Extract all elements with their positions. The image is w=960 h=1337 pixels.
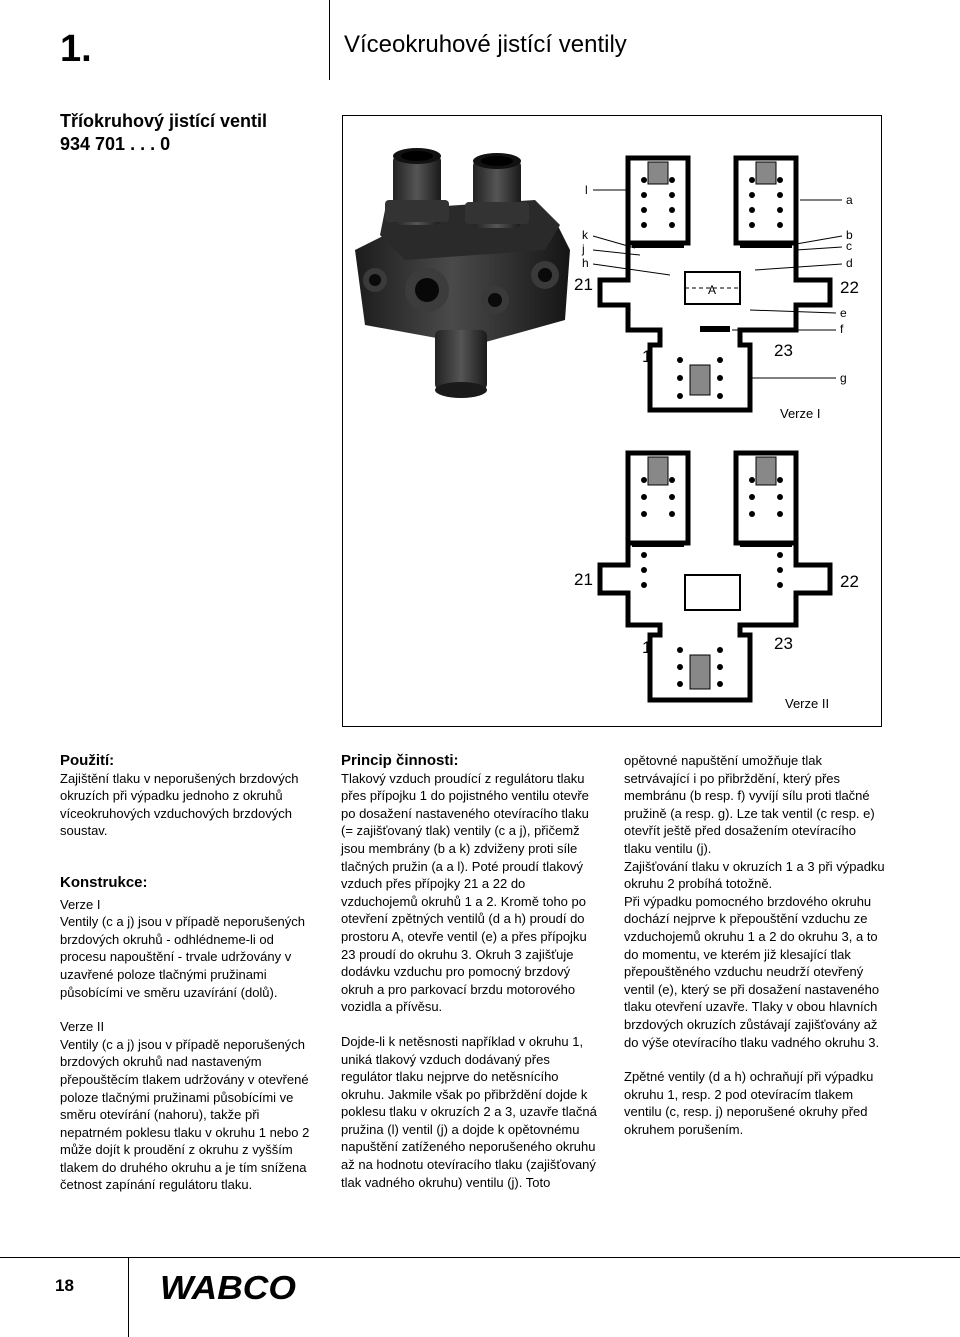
version-1-text: Ventily (c a j) jsou v případě neporušených brzdových okruhů - odhlédneme-li od procesu napouštění - trvale udržovány v uzavřené poloze tlačnými pružinami působícími ve směru uzavírání (dolů). [60,914,305,1000]
usage-heading: Použití: [60,752,115,769]
callout-e: e [840,306,847,320]
column-3-text-2: Zajišťování tlaku v okruzích 1 a 3 při výpadku okruhu 2 probíhá totožně. [624,858,885,892]
product-title [60,110,267,156]
port-21-label: 21 [574,275,593,294]
version-2-label: Verze II [60,1019,105,1035]
version-1-label: Verze I [60,896,101,912]
callout-g: g [840,371,847,385]
wabco-logo [160,1272,300,1304]
port-1-label: 1 [642,347,652,366]
callout-h: h [582,256,589,270]
column-3 [624,752,886,1138]
port-22-label-v2: 22 [840,572,859,591]
port-21-label-v2: 21 [574,570,593,589]
chamber-a-label: A [708,283,717,297]
port-1-label-v2: 1 [642,638,652,657]
construction-heading: Konstrukce: [60,873,148,891]
column-3-text-4: Zpětné ventily (d a h) ochraňují při výpadku okruhu 1, resp. 2 pod otevíracím tlakem ventilu (c, resp. j) neporušené okruhy před okruhem porušením. [624,1069,874,1137]
footer-rule [0,1257,960,1258]
principle-text-2: Dojde-li k netěsnosti například v okruhu 1, uniká tlakový vzduch dodávaný přes regulátor tlaku nejprve do netěsnícího okruhu. Jakmile však po přibrždění dojde k poklesu tlaku v okruzích 2 a 3, uzavře tlačná pružina (l) ventil (j) a dojde k opětovnému napuštění zatíženého neporušeného okruhu až na hodnotu otevíracího tlaku (zajišťovaný tlak vadného okruhu) ventilu (j). Toto [341,1033,597,1190]
schematic-version-2 [560,445,880,715]
wabco-logo-text: WABCO [160,1272,297,1304]
callout-a: a [846,193,853,207]
column-2 [341,752,603,1191]
principle-text-1: Tlakový vzduch proudící z regulátoru tlaku přes přípojku 1 do pojistného ventilu otevře po dosažení nastaveného otevíracího tlaku (= zajišťovaný tlak) ventily (c a j), přičemž jsou membrány (b a k) zdviženy proti síle tlačných pružin (a a l). Poté proudí tlakový vzduch přes přípojky 21 a 22 do vzduchojemů okruhů 1 a 2. Kromě toho po otevření zpětných ventilů (d a h) proudí do prostoru A, otevře ventil (e) a přes přípojku 23 proudí do okruhu 3. Okruh 3 zajišťuje dodávku vzduchu pro pomocný brzdový okruh a pro parkovací brzdu motorového vozidla a přívěsu. [341,770,589,1015]
callout-j: j [582,242,585,256]
callout-f: f [840,322,844,336]
footer-divider [128,1257,129,1337]
callout-d: d [846,256,853,270]
schematic-version-1 [560,150,880,430]
callout-l: l [585,183,588,197]
chapter-number: 1. [60,28,92,70]
version-2-caption: Verze II [785,696,830,711]
column-3-text-1: opětovné napuštění umožňuje tlak setrvávající i po přibrždění, který přes membránu (b resp. f) vyvíjí sílu proti tlačné pružině (a resp. g). Lze tak ventil (c resp. e) otevřít ještě před dosažením otevíracího tlaku ventilu (j). [624,753,875,856]
version-2-text: Ventily (c a j) jsou v případě neporušených brzdových okruhů nad nastaveným přepouštěcím tlakem udržovány v otevřené poloze tlačnými pružinami působícími ve směru otevírání (nahoru), takže při nepatrném poklesu tlaku v okruhu 1 nebo 2 může dojít k proudění z okruhu z vyšším tlakem do druhého okruhu a je tím snížena četnost zapínání regulátoru tlaku. [60,1036,310,1193]
header-divider [329,0,330,80]
port-23-label: 23 [774,341,793,360]
product-number: 934 701 . . . 0 [60,134,171,154]
port-23-label-v2: 23 [774,634,793,653]
usage-text: Zajištění tlaku v neporušených brzdových okruzích při výpadku jednoho z okruhů víceokruhových vzduchových brzdových soustav. [60,770,299,839]
column-3-text-3: Při výpadku pomocného brzdového okruhu dochází nejprve k přepouštění vzduchu ze vzduchojemů okruhu 1 a 2 do okruhu 3, a to do momentu, ve kterém již klesající tlak přepouštěného vzduchu neudrží otevřený ventil (e), který se při dosažení nastaveného tlaku otevření uzavře. Tlaky v obou hlavních brzdových okruzích zůstávají zajišťovány až do výše otevíracího tlaku vadného okruhu 3. [624,893,880,1050]
column-1 [60,752,322,1194]
chapter-title: Víceokruhové jistící ventily [344,31,627,58]
callout-b: b [846,228,853,242]
principle-heading: Princip činnosti: [341,752,459,769]
product-name: Tříokruhový jistící ventil [60,111,268,131]
version-1-caption: Verze I [780,406,821,421]
page-number: 18 [55,1276,74,1295]
callout-c: c [846,239,852,253]
callout-k: k [582,228,588,242]
port-22-label: 22 [840,278,859,297]
